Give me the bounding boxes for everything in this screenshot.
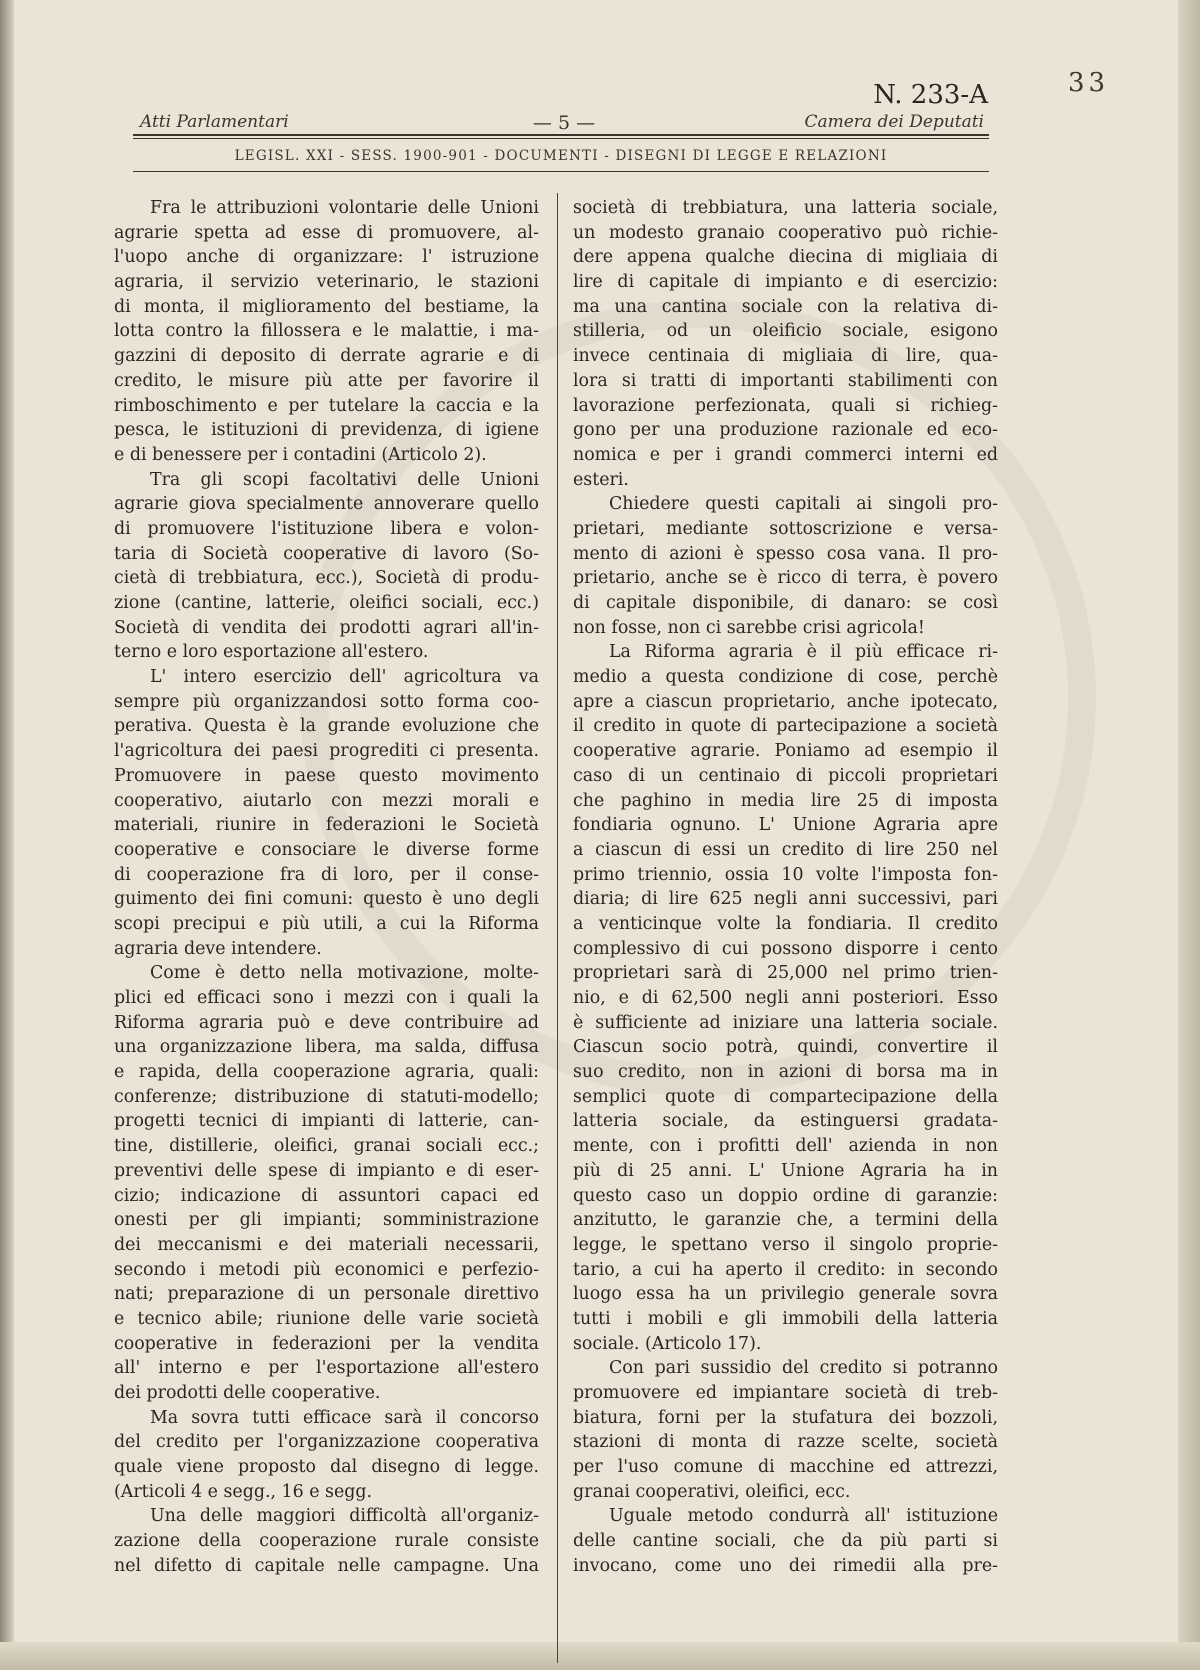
text-line: latteria sociale, da estinguersi gradata- [573, 1111, 998, 1132]
text-line: il credito in quote di partecipazione a società [573, 716, 998, 737]
text-line: credito, le misure più atte per favorire il [114, 370, 539, 391]
text-line: per l'uso comune di macchine ed attrezzi, [573, 1457, 998, 1478]
text-line: mento di azioni è spesso cosa vana. Il pro- [573, 543, 998, 564]
text-line: plici ed efficaci sono i mezzi con i quali la [114, 988, 539, 1008]
text-line: stilleria, od un oleificio sociale, esigono [573, 321, 998, 342]
text-line: e rapida, della cooperazione agraria, quali: [114, 1062, 539, 1083]
text-line: materiali, riunire in federazioni le Società [114, 815, 539, 836]
text-line: cooperative agrarie. Poniamo ad esempio il [573, 741, 998, 762]
text-line: Tra gli scopi facoltativi delle Unioni [150, 469, 539, 490]
text-line: di monta, il miglioramento del bestiame, la [114, 296, 539, 317]
text-line: di promuovere l'istituzione libera e volon- [114, 518, 539, 539]
text-line: Riforma agraria può e deve contribuire ad [114, 1012, 539, 1033]
text-line: complessivo di cui possono disporre i cento [573, 938, 998, 959]
text-line: di cooperazione fra di loro, per il conse- [114, 864, 539, 885]
text-line: zione (cantine, latterie, oleifici sociali, ecc.) [114, 593, 539, 613]
text-line: lotta contro la fillossera e le malattie, i ma- [114, 321, 539, 342]
text-line: Ciascun socio potrà, quindi, convertire il [573, 1037, 998, 1058]
text-line: tutti i mobili e gli immobili della latteria [573, 1308, 998, 1329]
text-line: Ma sovra tutti efficace sarà il concorso [150, 1407, 539, 1428]
text-line: perativa. Questa è la grande evoluzione che [114, 716, 539, 737]
text-line: cooperative in federazioni per la vendita [114, 1333, 539, 1354]
header-page-number: — 5 — [532, 112, 596, 134]
text-line: (Articoli 4 e segg., 16 e segg. [114, 1481, 373, 1502]
text-line: anzitutto, le garanzie che, a termini della [573, 1210, 998, 1231]
text-line: fondiaria ognuno. L' Unione Agraria apre [573, 815, 998, 836]
text-line: di capitale disponibile, di danaro: se così [573, 593, 998, 613]
text-line: progetti tecnici di impianti di latterie, can- [114, 1111, 539, 1132]
text-line: medio a questa condizione di cose, perchè [573, 667, 998, 688]
text-line: più di 25 anni. L' Unione Agraria ha in [573, 1160, 998, 1181]
text-line: cooperative e consociare le diverse forme [114, 839, 539, 860]
text-line: del credito per l'organizzazione cooperativa [114, 1432, 539, 1453]
text-line: Uguale metodo condurrà all' istituzione [609, 1506, 998, 1527]
header-right: Camera dei Deputati [804, 112, 984, 132]
text-line: gono per una produzione razionale ed eco- [573, 420, 998, 441]
text-line: a ciascun di essi un credito di lire 250 nel [573, 839, 998, 860]
subheader-rule [133, 171, 989, 172]
text-line: dei meccanismi e dei materiali necessarii, [114, 1234, 539, 1255]
text-line: e di benessere per i contadini (Articolo 2). [114, 444, 487, 465]
text-line: una organizzazione libera, ma salda, diffusa [114, 1037, 539, 1058]
text-line: rimboschimento e per tutelare la caccia e la [114, 395, 539, 416]
running-header [138, 112, 990, 136]
text-line: Fra le attribuzioni volontarie delle Unioni [150, 198, 539, 218]
text-line: La Riforma agraria è il più efficace ri- [609, 642, 998, 663]
text-line: diaria; di lire 625 negli anni successivi, pari [573, 889, 998, 910]
text-line: all' interno e per l'esportazione all'estero [114, 1358, 539, 1379]
text-line: dere appena qualche diecina di migliaia di [573, 247, 998, 268]
text-line: Società di vendita dei prodotti agrari all'in- [114, 617, 539, 638]
column-divider [557, 193, 558, 1663]
text-line: biatura, forni per la stufatura dei bozzoli, [573, 1407, 998, 1428]
text-line: pesca, le istituzioni di previdenza, di igiene [114, 420, 539, 441]
text-line: taria di Società cooperative di lavoro (So- [114, 543, 539, 564]
document-number: N. 233-A [873, 80, 988, 110]
text-line: primo triennio, ossia 10 volte l'imposta fon- [573, 864, 998, 885]
text-line: granai cooperativi, oleifici, ecc. [573, 1481, 851, 1502]
text-line: dei prodotti delle cooperative. [114, 1383, 381, 1403]
text-line: che paghino in media lire 25 di imposta [573, 790, 998, 811]
text-line: Come è detto nella motivazione, molte- [150, 963, 539, 984]
text-line: prietari, mediante sottoscrizione e versa- [573, 518, 998, 539]
text-line: un modesto granaio cooperativo può richie- [573, 222, 998, 243]
left-text-column [114, 196, 539, 1579]
text-line: e tecnico abile; riunione delle varie società [114, 1308, 539, 1329]
text-line: nati; preparazione di un personale direttivo [114, 1284, 539, 1305]
text-line: tine, distillerie, oleifici, granai sociali ecc.; [114, 1136, 539, 1157]
text-line: lire di capitale di impianto e di esercizio: [573, 272, 998, 293]
text-line: stazioni di monta di razze scelte, società [573, 1432, 998, 1453]
text-line: proprietari sarà di 25,000 nel primo trien- [573, 963, 998, 984]
text-line: terno e loro esportazione all'estero. [114, 642, 429, 663]
text-line: caso di un centinaio di piccoli proprietari [573, 765, 998, 786]
text-line: guimento dei fini comuni: questo è uno degli [114, 889, 539, 910]
text-line: nio, e di 62,500 negli anni posteriori. Esso [573, 988, 998, 1008]
text-line: Una delle maggiori difficoltà all'organiz- [150, 1506, 539, 1527]
text-line: Promuovere in paese questo movimento [114, 765, 539, 786]
text-line: preventivi delle spese di impianto e di eser- [114, 1160, 539, 1181]
text-line: tario, a cui ha aperto il credito: in secondo [573, 1259, 998, 1280]
header-left: Atti Parlamentari [140, 112, 289, 132]
text-line: sempre più organizzandosi sotto forma coo- [114, 691, 539, 712]
text-line: nomica e per i grandi commerci interni ed [573, 444, 998, 465]
binding-shadow [0, 0, 14, 1670]
text-line: apre a ciascun proprietario, anche ipotecato, [573, 691, 998, 712]
text-line: lora si tratti di importanti stabilimenti con [573, 370, 998, 391]
page-edge-bottom [0, 1642, 1200, 1670]
text-line: sociale. (Articolo 17). [573, 1333, 762, 1354]
text-line: semplici quote di compartecipazione della [573, 1086, 998, 1107]
text-line: agraria deve intendere. [114, 938, 322, 959]
text-line: ma una cantina sociale con la relativa di- [573, 296, 998, 317]
text-line: Con pari sussidio del credito si potranno [609, 1358, 998, 1379]
text-line: agraria, il servizio veterinario, le stazioni [114, 272, 539, 293]
text-line: cietà di trebbiatura, ecc.), Società di produ- [114, 568, 539, 589]
text-line: suo credito, non in azioni di borsa ma in [573, 1062, 998, 1083]
text-line: non fosse, non ci sarebbe crisi agricola! [573, 617, 925, 638]
text-line: lavorazione perfezionata, quali si richieg- [573, 395, 998, 416]
text-line: l'uopo anche di organizzare: l' istruzione [114, 247, 539, 268]
text-line: secondo i metodi più economici e perfezio- [114, 1259, 539, 1280]
page-edge-right [1178, 0, 1200, 1670]
text-line: conferenze; distribuzione di statuti-modello; [114, 1086, 539, 1107]
text-line: nel difetto di capitale nelle campagne. Una [114, 1555, 539, 1576]
legislature-subheader: LEGISL. XXI - SESS. 1900-901 - DOCUMENTI - DISEGNI DI LEGGE E RELAZIONI [234, 148, 888, 164]
right-text-column [573, 196, 998, 1579]
text-line: agrarie spetta ad esse di promuovere, al- [114, 222, 539, 243]
text-line: mente, con i profitti dell' azienda in non [573, 1136, 998, 1157]
text-line: esteri. [573, 469, 629, 490]
header-rule-thin [133, 138, 989, 139]
text-line: gazzini di deposito di derrate agrarie e di [114, 346, 539, 367]
text-line: a venticinque volte la fondiaria. Il credito [573, 913, 998, 934]
text-line: cooperativo, aiutarlo con mezzi morali e [114, 790, 539, 811]
text-line: legge, le spettano verso il singolo proprie- [573, 1234, 998, 1255]
text-line: questo caso un doppio ordine di garanzie: [573, 1185, 998, 1206]
text-line: promuovere ed impiantare società di treb- [573, 1383, 998, 1403]
text-line: agrarie giova specialmente annoverare quello [114, 494, 539, 515]
text-line: quale viene proposto dal disegno di legge. [114, 1457, 539, 1478]
page-number: 33 [1068, 68, 1110, 98]
text-line: invece centinaia di migliaia di lire, qua- [573, 346, 998, 367]
text-line: invocano, come uno dei rimedii alla pre- [573, 1555, 998, 1576]
text-line: è sufficiente ad iniziare una latteria sociale. [573, 1012, 998, 1033]
text-line: Chiedere questi capitali ai singoli pro- [609, 494, 998, 515]
text-line: zazione della cooperazione rurale consiste [114, 1531, 539, 1552]
text-line: cizio; indicazione di assuntori capaci ed [114, 1185, 539, 1206]
text-line: L' intero esercizio dell' agricoltura va [150, 667, 539, 688]
text-line: onesti per gli impianti; somministrazione [114, 1210, 539, 1231]
text-line: prietario, anche se è ricco di terra, è povero [573, 568, 998, 589]
text-line: l'agricoltura dei paesi progrediti ci presenta. [114, 741, 539, 762]
text-line: luogo essa ha un privilegio generale sovra [573, 1284, 998, 1305]
text-line: società di trebbiatura, una latteria sociale, [573, 198, 998, 218]
header-rule [133, 134, 989, 136]
text-line: delle cantine sociali, che da più parti si [573, 1531, 998, 1552]
text-line: scopi precipui e più utili, a cui la Riforma [114, 913, 539, 934]
